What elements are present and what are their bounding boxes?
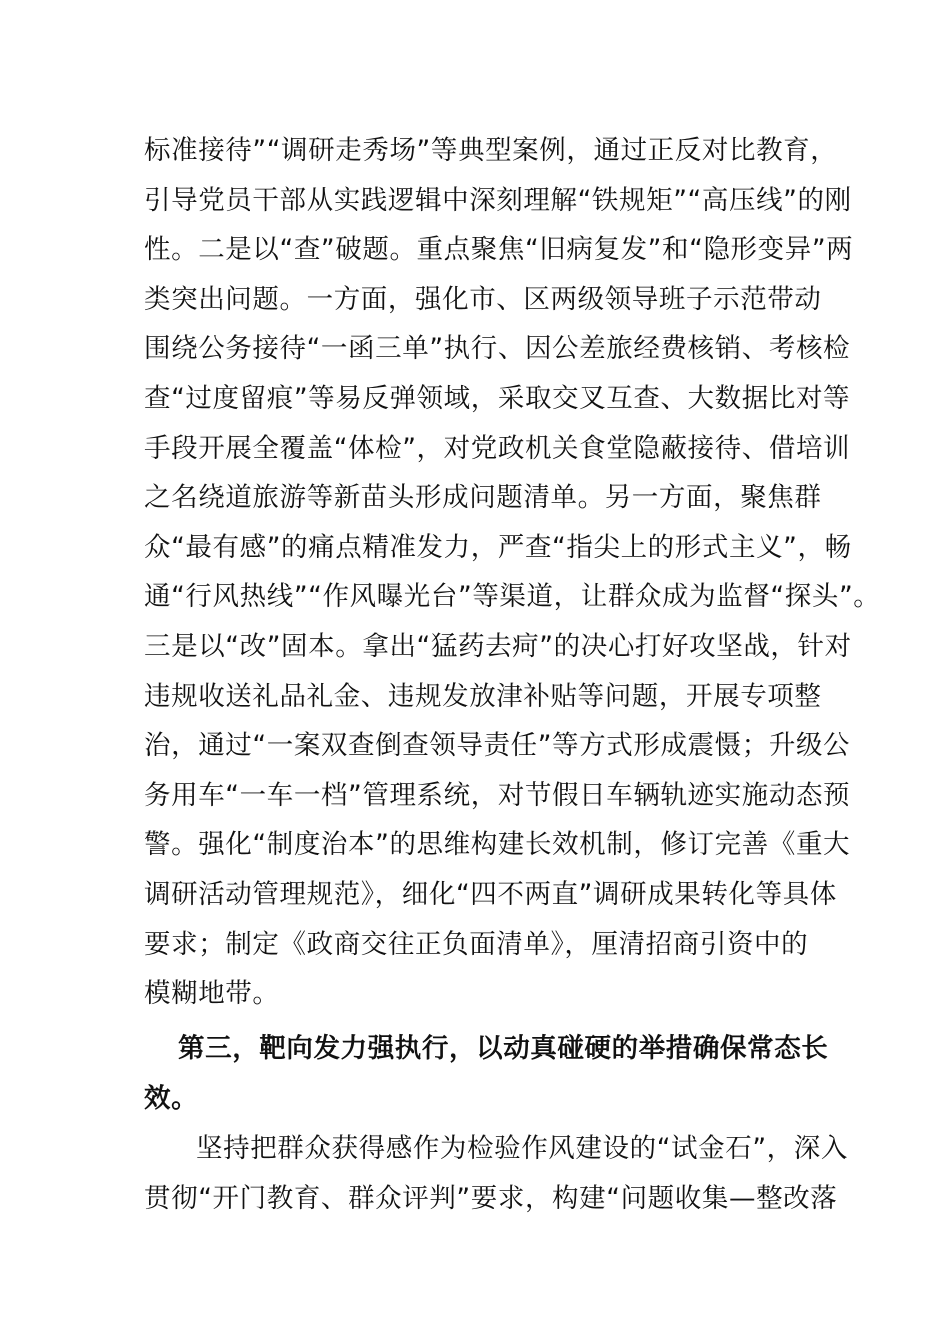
text-line: 手段开展全覆盖“体检”，对党政机关食堂隐蔽接待、借培训 [144,432,851,464]
text-line: 引导党员干部从实践逻辑中深刻理解“铁规矩”“高压线”的刚 [144,184,852,216]
text-line: 三是以“改”固本。拿出“猛药去疴”的决心打好攻坚战，针对 [144,630,852,662]
text-line: 标准接待”“调研走秀场”等典型案例，通过正反对比教育， [144,135,838,166]
body-paragraph [144,126,881,1019]
text-line: 众“最有感”的痛点精准发力，严查“指尖上的形式主义”，畅 [144,531,852,563]
text-line: 要求；制定《政商交往正负面清单》，厘清招商引资中的 [144,928,809,960]
text-line: 警。强化“制度治本”的思维构建长效机制，修订完善《重大 [144,829,851,861]
text-line: 性。二是以“查”破题。重点聚焦“旧病复发”和“隐形变异”两 [144,234,854,266]
text-line: 之名绕道旅游等新苗头形成问题清单。另一方面，聚焦群 [144,482,822,514]
text-line: 查“过度留痕”等易反弹领域，采取交叉互查、大数据比对等 [144,382,851,414]
text-line: 务用车“一车一档”管理系统，对节假日车辆轨迹实施动态预 [144,779,851,811]
text-line: 模糊地带。 [144,978,280,1010]
text-line: 治，通过“一案双查倒查领导责任”等方式形成震慑；升级公 [144,730,851,762]
section-heading [144,1024,829,1123]
heading-line: 效。 [144,1082,199,1114]
text-line: 类突出问题。一方面，强化市、区两级领导班子示范带动 [144,283,822,315]
text-line: 坚持把群众获得感作为检验作风建设的“试金石”，深入 [196,1133,848,1164]
text-line: 违规收送礼品礼金、违规发放津补贴等问题，开展专项整 [144,680,822,712]
final-paragraph [144,1124,848,1223]
text-line: 调研活动管理规范》，细化“四不两直”调研成果转化等具体 [144,878,837,910]
text-line: 通“行风热线”“作风曝光台”等渠道，让群众成为监督“探头”。 [144,581,881,613]
text-line: 围绕公务接待“一函三单”执行、因公差旅经费核销、考核检 [144,333,851,365]
text-line: 贯彻“开门教育、群众评判”要求，构建“问题收集—整改落 [144,1182,838,1214]
heading-line: 第三，靶向发力强执行，以动真碰硬的举措确保常态长 [178,1033,829,1064]
